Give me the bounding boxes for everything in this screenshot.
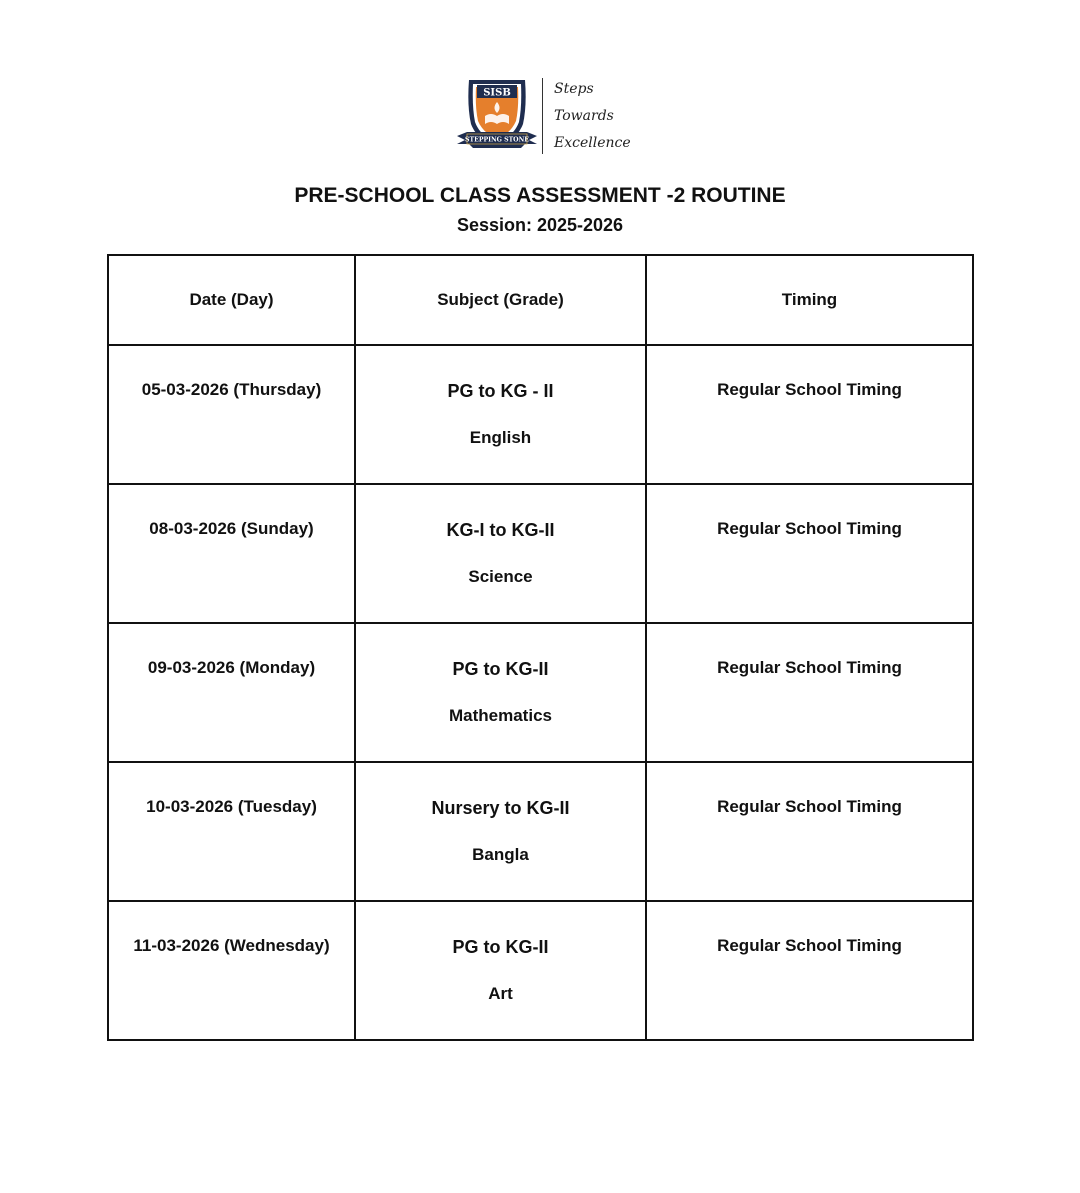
date-text: 09-03-2026 (Monday): [147, 658, 316, 677]
tagline-line: Towards: [554, 108, 614, 124]
timing-text: Regular School Timing: [717, 380, 902, 399]
logo-divider: [542, 78, 543, 154]
subject-text: Science: [468, 567, 533, 586]
subject-cell: [355, 345, 646, 484]
table-header-row: [108, 255, 973, 345]
timing-text: Regular School Timing: [717, 519, 902, 538]
session-label: Session: 2025-2026: [456, 215, 624, 235]
date-cell: [108, 623, 355, 762]
timing-cell: [646, 345, 973, 484]
timing-cell: [646, 762, 973, 901]
subject-cell: [355, 623, 646, 762]
table-row: [108, 345, 973, 484]
date-cell: [108, 762, 355, 901]
grade-text: Nursery to KG-II: [431, 798, 570, 818]
column-header-date: Date (Day): [108, 255, 355, 345]
school-logo: [455, 76, 635, 158]
timing-cell: [646, 623, 973, 762]
subject-cell: [355, 762, 646, 901]
tagline-line: Steps: [554, 81, 594, 97]
timing-text: Regular School Timing: [717, 658, 902, 677]
logo-tagline: [554, 76, 634, 157]
ribbon-text: STEPPING STONE: [465, 136, 529, 144]
crest-text: SISB: [483, 87, 511, 99]
tagline-line: Excellence: [554, 135, 631, 151]
timing-cell: [646, 901, 973, 1040]
table-row: [108, 623, 973, 762]
subject-cell: [355, 484, 646, 623]
grade-text: PG to KG - II: [447, 381, 554, 401]
subject-text: Bangla: [472, 845, 529, 864]
document-title: PRE-SCHOOL CLASS ASSESSMENT -2 ROUTINE: [294, 184, 786, 207]
grade-text: KG-I to KG-II: [446, 520, 555, 540]
column-header-subject: Subject (Grade): [355, 255, 646, 345]
subject-cell: [355, 901, 646, 1040]
subject-text: Art: [488, 984, 513, 1003]
routine-table: [107, 254, 974, 1041]
date-cell: [108, 345, 355, 484]
date-text: 11-03-2026 (Wednesday): [133, 936, 330, 955]
subject-text: Mathematics: [449, 706, 552, 725]
table-row: [108, 762, 973, 901]
date-text: 10-03-2026 (Tuesday): [146, 797, 317, 816]
timing-text: Regular School Timing: [717, 797, 902, 816]
column-header-timing: Timing: [646, 255, 973, 345]
sisb-crest-icon: [455, 76, 539, 158]
subject-text: English: [469, 428, 532, 447]
date-cell: [108, 484, 355, 623]
date-text: 08-03-2026 (Sunday): [149, 519, 314, 538]
date-cell: [108, 901, 355, 1040]
timing-cell: [646, 484, 973, 623]
date-text: 05-03-2026 (Thursday): [141, 380, 322, 399]
grade-text: PG to KG-II: [452, 937, 549, 957]
table-row: [108, 901, 973, 1040]
grade-text: PG to KG-II: [452, 659, 549, 679]
timing-text: Regular School Timing: [717, 936, 902, 955]
table-row: [108, 484, 973, 623]
